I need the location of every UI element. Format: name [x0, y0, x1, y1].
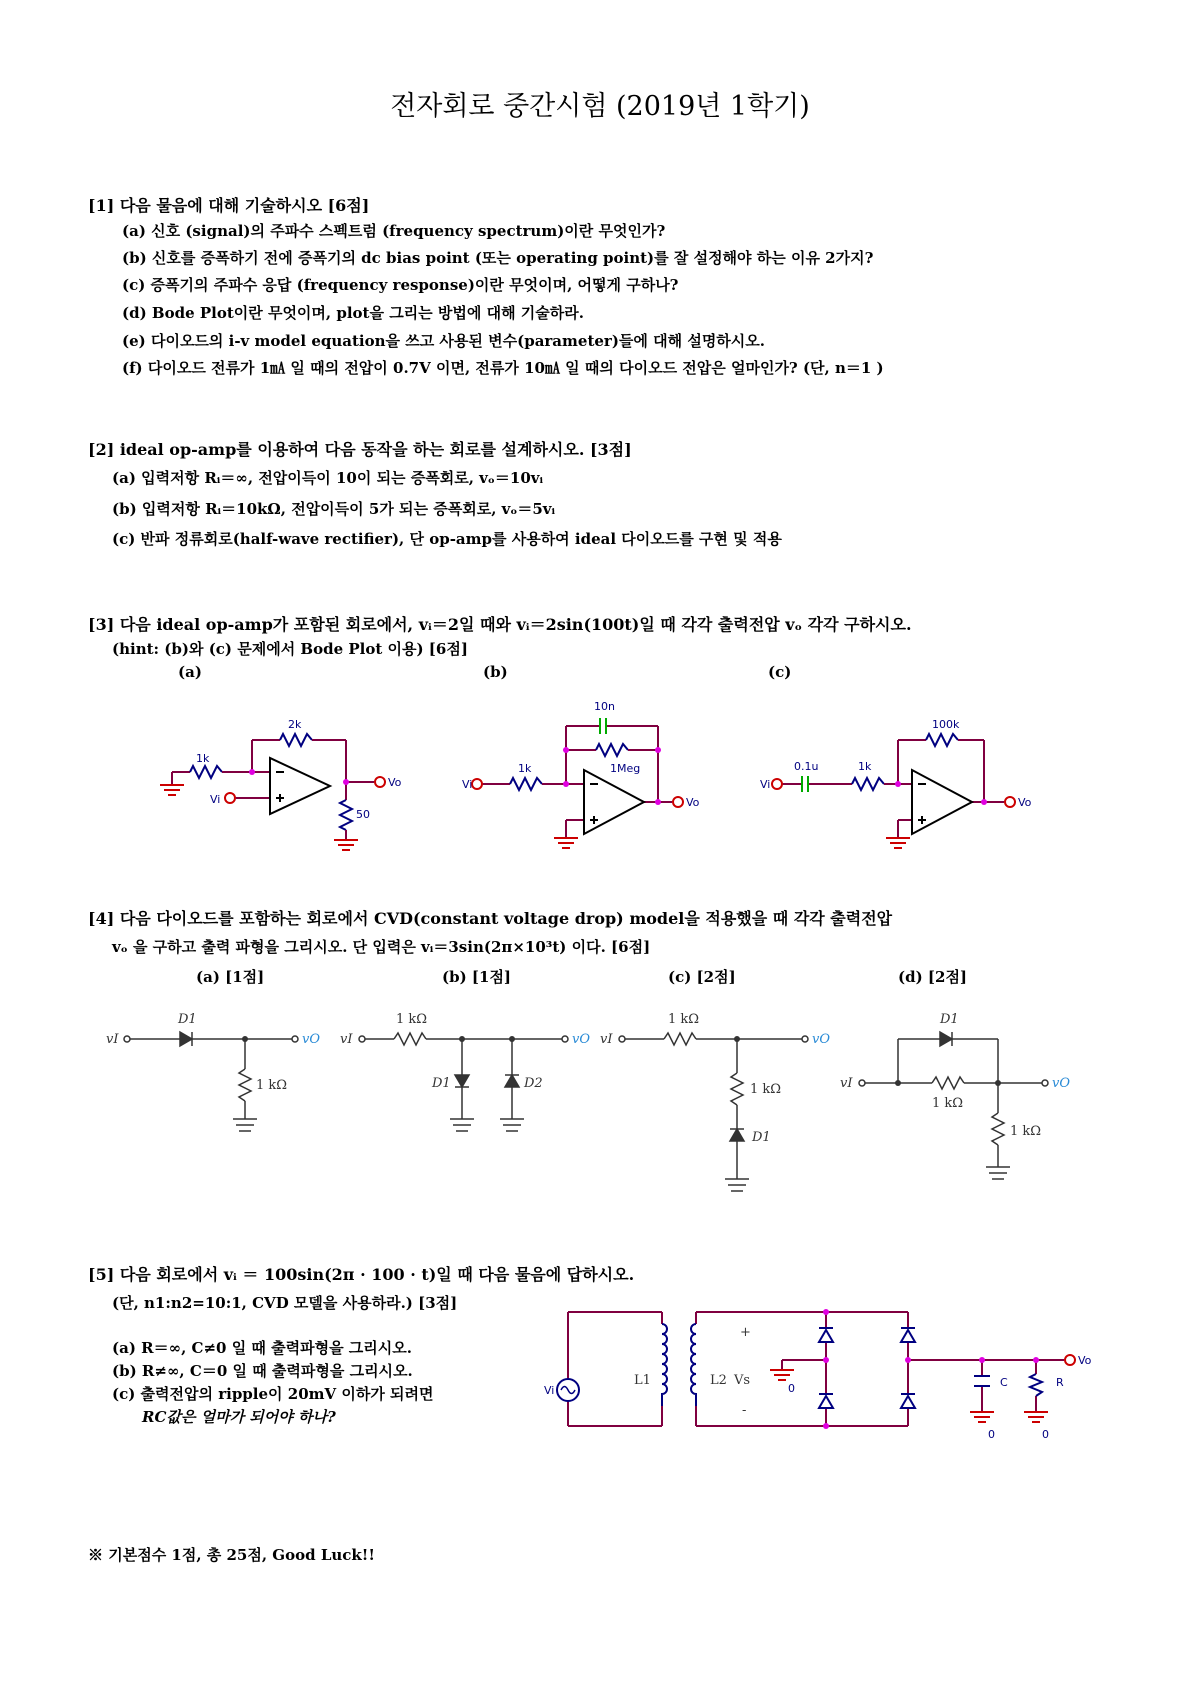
q4a-d1-label: D1 [178, 1012, 197, 1027]
q3-label-a: (a) [178, 663, 202, 681]
circuit-a-r1-label: 1k [196, 752, 210, 765]
q4b-d1-label: D1 [432, 1076, 451, 1091]
q5-r-label: R [1056, 1376, 1064, 1389]
q5-gnd-label-2: 0 [988, 1428, 995, 1441]
circuit-b-r1-label: 1k [518, 762, 532, 775]
q4c-vi-label: vI [600, 1032, 613, 1047]
q5-l1-label: L1 [634, 1373, 651, 1388]
q5-item-b: (b) R≠∞, C＝0 일 때 출력파형을 그리시오. [112, 1362, 413, 1380]
circuit-a-vo-label: Vo [388, 776, 402, 789]
q5-gnd-label-1: 0 [788, 1382, 795, 1395]
q5-minus-label: - [742, 1403, 747, 1418]
q5-item-c-cont: RC값은 얼마가 되어야 하나? [142, 1408, 336, 1426]
q5-l2-label: L2 [710, 1373, 727, 1388]
circuit-a-rl-label: 50 [356, 808, 370, 821]
q4b-vi-label: vI [340, 1032, 353, 1047]
q3-header: [3] 다음 ideal op-amp가 포함된 회로에서, vᵢ＝2일 때와 vᵢ＝2sin(100t)일 때 각각 출력전압 vₒ 각각 구하시오. [88, 615, 912, 634]
circuit-c-r1-label: 1k [858, 760, 872, 773]
q5-rectifier-circuit [0, 1290, 1200, 1460]
q1-header: [1] 다음 물음에 대해 기술하시오 [6점] [88, 196, 370, 215]
q5-vi-label: Vi [544, 1384, 555, 1397]
q4b-vo-label: vO [572, 1032, 591, 1047]
q5-vs-label: Vs [734, 1373, 751, 1388]
q5-item-a: (a) R＝∞, C≠0 일 때 출력파형을 그리시오. [112, 1339, 412, 1357]
circuit-b-vo-label: Vo [686, 796, 700, 809]
q5-gnd-label-3: 0 [1042, 1428, 1049, 1441]
circuit-c-rf-label: 100k [932, 718, 960, 731]
q4c-vo-label: vO [812, 1032, 831, 1047]
q4c-res2-label: 1 kΩ [750, 1082, 782, 1097]
q2-item-b: (b) 입력저항 Rᵢ＝10kΩ, 전압이득이 5가 되는 증폭회로, vₒ＝5vᵢ [112, 500, 556, 518]
q4a-res-label: 1 kΩ [256, 1078, 288, 1093]
q3-label-c: (c) [768, 663, 792, 681]
page-title: 전자회로 중간시험 (2019년 1학기) [390, 91, 810, 122]
q4a-vo-label: vO [302, 1032, 321, 1047]
q4b-res-label: 1 kΩ [396, 1012, 428, 1027]
q4-label-a: (a) [1점] [196, 968, 265, 986]
q5-vo-label: Vo [1078, 1354, 1092, 1367]
q4c-d1-label: D1 [752, 1130, 771, 1145]
q4-label-c: (c) [2점] [668, 968, 736, 986]
q5-line2: (단, n1:n2=10:1, CVD 모델을 사용하라.) [3점] [112, 1294, 458, 1312]
q3-label-b: (b) [483, 663, 508, 681]
q2-item-c: (c) 반파 정류회로(half-wave rectifier), 단 op-amp를 사용하여 ideal 다이오드를 구현 및 적용 [112, 530, 782, 548]
circuit-b-vi-label: Vi [462, 778, 473, 791]
q4-label-b: (b) [1점] [442, 968, 512, 986]
q4-label-d: (d) [2점] [898, 968, 968, 986]
q1-item-f: (f) 다이오드 전류가 1㎃ 일 때의 전압이 0.7V 이면, 전류가 10㎃ 일 때의 다이오드 전압은 얼마인가? (단, n＝1 ) [122, 359, 884, 377]
circuit-a-vi-label: Vi [210, 793, 221, 806]
q3-circuits [0, 690, 1200, 870]
q4d-d1-label: D1 [940, 1012, 959, 1027]
circuit-c-c-label: 0.1u [794, 760, 819, 773]
q3-hint: (hint: (b)와 (c) 문제에서 Bode Plot 이용) [6점] [112, 640, 468, 658]
q4-line2: vₒ 을 구하고 출력 파형을 그리시오. 단 입력은 vᵢ＝3sin(2π×10³t) 이다. [6점] [112, 938, 651, 956]
circuit-c-vo-label: Vo [1018, 796, 1032, 809]
circuit-a-inverting-amp [172, 734, 374, 840]
q4-header: [4] 다음 다이오드를 포함하는 회로에서 CVD(constant voltage drop) model을 적용했을 때 각각 출력전압 [88, 909, 893, 928]
q4-circuits [0, 995, 1200, 1210]
q4d-res-label: 1 kΩ [932, 1096, 964, 1111]
circuit-c-vi-label: Vi [760, 778, 771, 791]
q5-plus-label: + [740, 1325, 751, 1340]
q4d-vo-label: vO [1052, 1076, 1071, 1091]
q1-item-a: (a) 신호 (signal)의 주파수 스펙트럼 (frequency spectrum)이란 무엇인가? [122, 222, 666, 240]
q5-c-label: C [1000, 1376, 1008, 1389]
q1-item-c: (c) 증폭기의 주파수 응답 (frequency response)이란 무엇이며, 어떻게 구하나? [122, 276, 679, 294]
q1-item-d: (d) Bode Plot이란 무엇이며, plot을 그리는 방법에 대해 기술하라. [122, 304, 584, 322]
q4c-res-label: 1 kΩ [668, 1012, 700, 1027]
q4b-d2-label: D2 [524, 1076, 543, 1091]
q1-item-b: (b) 신호를 증폭하기 전에 증폭기의 dc bias point (또는 operating point)를 잘 설정해야 하는 이유 2가지? [122, 249, 874, 267]
q5-header: [5] 다음 회로에서 vᵢ ＝ 100sin(2π · 100 · t)일 때 다음 물음에 답하시오. [88, 1265, 635, 1284]
q1-item-e: (e) 다이오드의 i-v model equation을 쓰고 사용된 변수(parameter)들에 대해 설명하시오. [122, 332, 765, 350]
q4a-vi-label: vI [106, 1032, 119, 1047]
circuit-b-rf-label: 1Meg [610, 762, 641, 775]
q2-item-a: (a) 입력저항 Rᵢ＝∞, 전압이득이 10이 되는 증폭회로, vₒ＝10vᵢ [112, 469, 544, 487]
footer-note: ※ 기본점수 1점, 총 25점, Good Luck!! [88, 1546, 375, 1564]
q4d-res2-label: 1 kΩ [1010, 1124, 1042, 1139]
q4d-vi-label: vI [840, 1076, 853, 1091]
circuit-b-c-label: 10n [594, 700, 615, 713]
q2-header: [2] ideal op-amp를 이용하여 다음 동작을 하는 회로를 설계하시오. [3점] [88, 440, 632, 459]
circuit-a-r2-label: 2k [288, 718, 302, 731]
q5-item-c: (c) 출력전압의 ripple이 20mV 이하가 되려면 [112, 1385, 434, 1403]
